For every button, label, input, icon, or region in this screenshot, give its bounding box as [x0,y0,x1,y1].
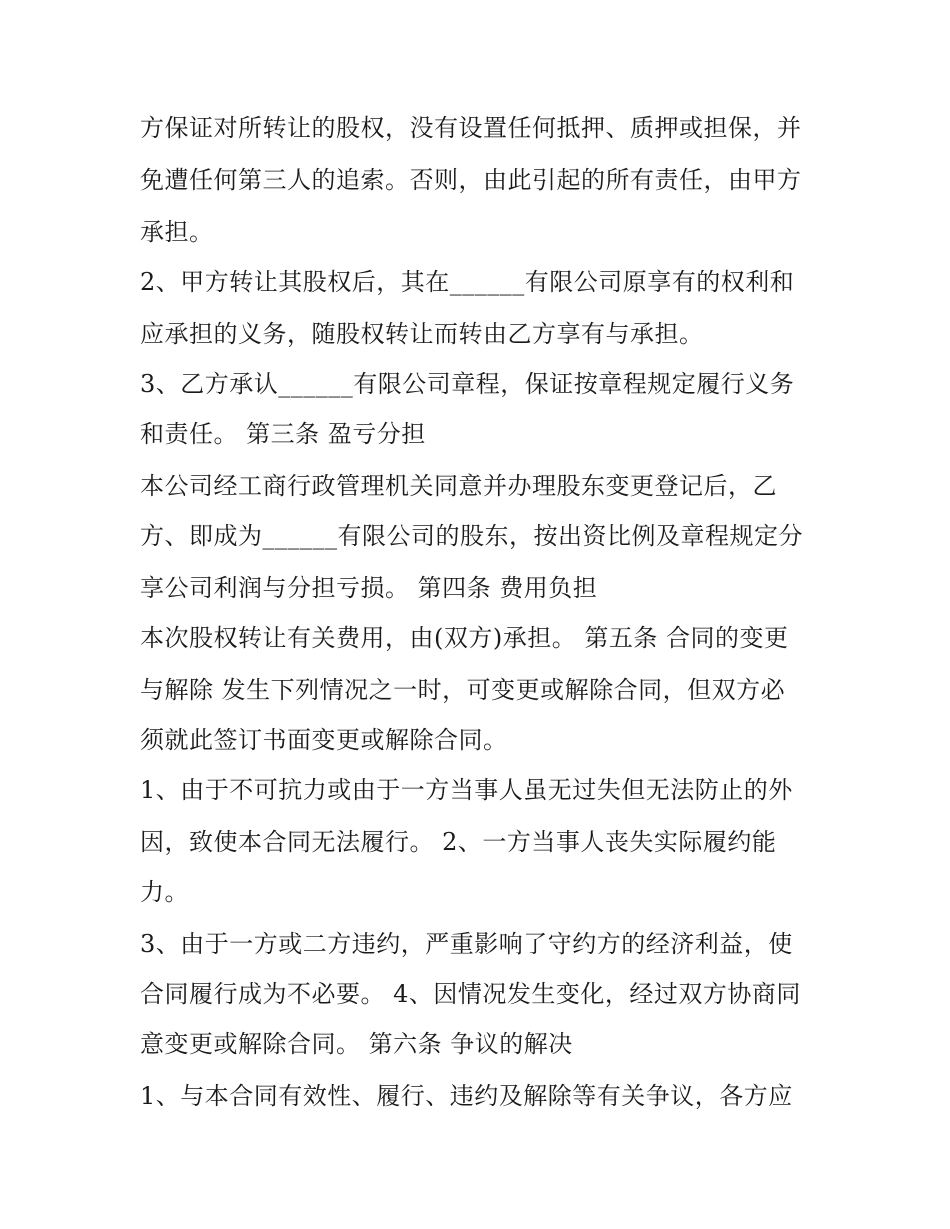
text-line: 应承担的义务，随股权转让而转由乙方享有与承担。 [140,320,704,348]
text-line: 合同履行成为不必要。 4、因情况发生变化，经过双方协商同 [140,980,801,1008]
text-line: 意变更或解除合同。 第六条 争议的解决 [140,1030,573,1058]
text-line: 须就此签订书面变更或解除合同。 [140,726,508,754]
text-line: 本次股权转让有关费用，由(双方)承担。 第五条 合同的变更 [140,624,789,652]
text-line: 1、与本合同有效性、履行、违约及解除等有关争议，各方应 [140,1082,793,1110]
text-line: 免遭任何第三人的追索。否则，由此引起的所有责任，由甲方 [140,166,802,194]
text-line: 承担。 [140,218,214,246]
text-line: 方保证对所转让的股权，没有设置任何抵押、质押或担保，并 [140,114,802,142]
text-line: 力。 [140,878,189,906]
text-line: 因，致使本合同无法履行。 2、一方当事人丧失实际履约能 [140,828,777,856]
text-line: 享公司利润与分担亏损。 第四条 费用负担 [140,574,598,602]
text-line: 与解除 发生下列情况之一时，可变更或解除合同，但双方必 [140,676,786,704]
text-line: 3、乙方承认______有限公司章程，保证按章程规定履行义务 [140,370,795,398]
text-line: 2、甲方转让其股权后，其在______有限公司原享有的权利和 [140,268,795,296]
text-line: 1、由于不可抗力或由于一方当事人虽无过失但无法防止的外 [140,776,793,804]
text-line: 本公司经工商行政管理机关同意并办理股东变更登记后，乙 [140,472,777,500]
text-line: 和责任。 第三条 盈亏分担 [140,420,426,448]
text-line: 方、即成为______有限公司的股东，按出资比例及章程规定分 [140,522,803,550]
text-line: 3、由于一方或二方违约，严重影响了守约方的经济利益，使 [140,930,793,958]
